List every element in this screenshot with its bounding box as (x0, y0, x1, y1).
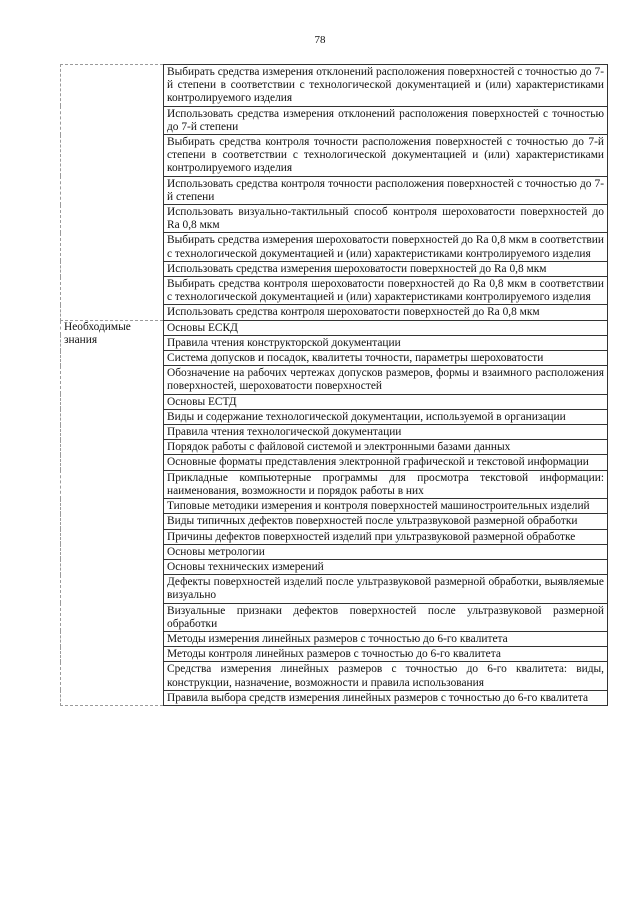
requirement-item: Выбирать средства контроля шероховатости поверхностей до Ra 0,8 мкм в соответствии с технологической документацией и (или) характеристиками контролируемого изделия (164, 277, 608, 305)
requirement-item: Основы метрологии (164, 544, 608, 559)
table-row (61, 65, 608, 107)
requirement-item: Использовать средства контроля точности расположения поверхностей с точностью до 7-й степени (164, 176, 608, 204)
page-number: 78 (314, 34, 326, 46)
requirement-item: Выбирать средства измерения шероховатости поверхностей до Ra 0,8 мкм в соответствии с технологической документацией и (или) характеристиками контролируемого изделия (164, 233, 608, 261)
section-label-cell-knowledge (61, 320, 164, 705)
table-row (61, 320, 608, 335)
requirement-item: Выбирать средства измерения отклонений расположения поверхностей с точностью до 7-й степени в соответствии с технологической документацией и (или) характеристиками контролируемого изделия (164, 65, 608, 107)
requirement-item: Использовать визуально-тактильный способ контроля шероховатости поверхностей до Ra 0,8 мкм (164, 205, 608, 233)
requirement-item: Использовать средства контроля шероховатости поверхностей до Ra 0,8 мкм (164, 305, 608, 320)
requirements-table-body (61, 65, 608, 706)
section-label-cell-skills (61, 65, 164, 321)
requirement-item: Методы контроля линейных размеров с точностью до 6-го квалитета (164, 647, 608, 662)
requirement-item: Правила чтения конструкторской документации (164, 335, 608, 350)
requirement-item: Правила выбора средств измерения линейных размеров с точностью до 6-го квалитета (164, 690, 608, 705)
section-label: Необходимые знания (64, 320, 131, 346)
requirement-item: Порядок работы с файловой системой и электронными базами данных (164, 440, 608, 455)
requirement-item: Основы ЕСТД (164, 394, 608, 409)
requirement-item: Выбирать средства контроля точности расположения поверхностей с точностью до 7-й степени в соответствии с технологической документацией и (или) характеристиками контролируемого изделия (164, 135, 608, 177)
requirement-item: Типовые методики измерения и контроля поверхностей машиностроительных изделий (164, 499, 608, 514)
requirement-item: Основы ЕСКД (164, 320, 608, 335)
requirements-table (60, 64, 608, 706)
requirement-item: Виды типичных дефектов поверхностей после ультразвуковой размерной обработки (164, 514, 608, 529)
requirement-item: Использовать средства измерения шероховатости поверхностей до Ra 0,8 мкм (164, 261, 608, 276)
requirement-item: Правила чтения технологической документации (164, 425, 608, 440)
requirement-item: Прикладные компьютерные программы для просмотра текстовой информации: наименования, возможности и порядок работы в них (164, 470, 608, 498)
requirement-item: Использовать средства измерения отклонений расположения поверхностей с точностью до 7-й степени (164, 106, 608, 134)
requirement-item: Виды и содержание технологической документации, используемой в организации (164, 409, 608, 424)
requirement-item: Система допусков и посадок, квалитеты точности, параметры шероховатости (164, 351, 608, 366)
requirement-item: Причины дефектов поверхностей изделий при ультразвуковой размерной обработке (164, 529, 608, 544)
requirement-item: Средства измерения линейных размеров с точностью до 6-го квалитета: виды, конструкции, назначение, возможности и правила использования (164, 662, 608, 690)
requirement-item: Основные форматы представления электронной графической и текстовой информации (164, 455, 608, 470)
requirement-item: Основы технических измерений (164, 559, 608, 574)
requirement-item: Дефекты поверхностей изделий после ультразвуковой размерной обработки, выявляемые визуально (164, 575, 608, 603)
requirement-item: Методы измерения линейных размеров с точностью до 6-го квалитета (164, 631, 608, 646)
requirement-item: Визуальные признаки дефектов поверхностей после ультразвуковой размерной обработки (164, 603, 608, 631)
requirement-item: Обозначение на рабочих чертежах допусков размеров, формы и взаимного расположения поверхностей, шероховатости поверхностей (164, 366, 608, 394)
